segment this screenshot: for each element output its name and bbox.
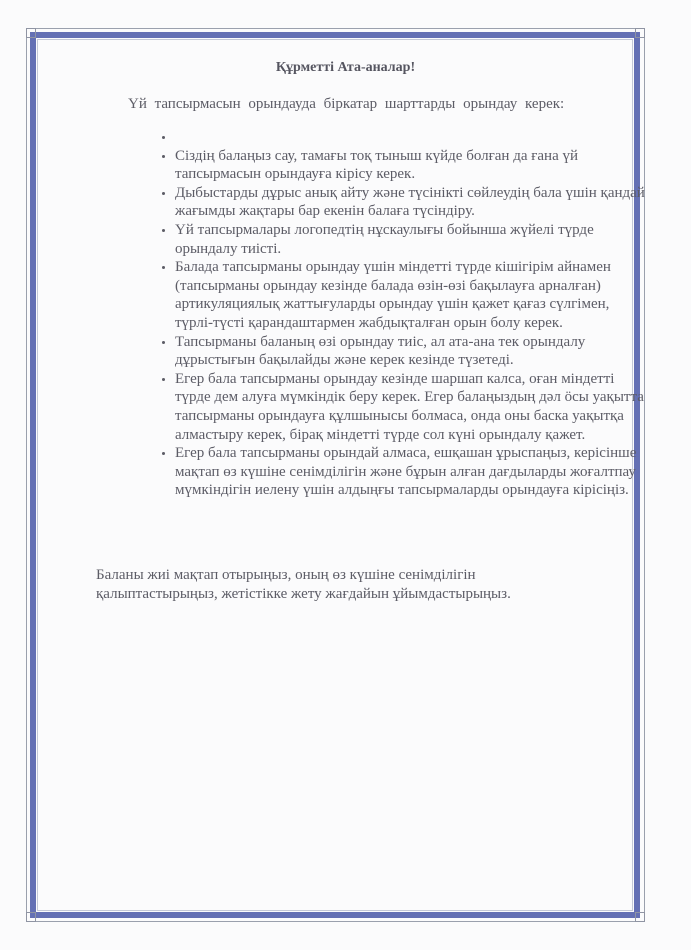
corner-ornament-bottom-right [635, 912, 645, 922]
document-title: Құрметті Ата-аналар! [275, 60, 416, 75]
list-item: • Тапсырманы баланың өзі орындау тиіс, ал ата-ана тек орындалу дұрыстығын бақылайды және керек кезінде түзетеді. [175, 333, 645, 370]
list-item [175, 128, 645, 147]
list-item: • Дыбыстарды дұрыс анық айту және түсінікті сөйлеудің бала үшін қандай жағымды жақтары бар екенін балаға түсіндіру. [175, 184, 645, 221]
list-item: • Егер бала тапсырманы орындай алмаса, ешқашан ұрыспаңыз, керісінше мақтап өз күшіне сенімділігін және бұрын алған дағдыларды жоғалтпау мүмкіндігін иелену үшін алдыңғы тапсырмаларды орындауға кірісіңіз. [175, 444, 645, 500]
list-item: • Үй тапсырмалары логопедтің нұскаулығы бойынша жүйелі түрде орындалу тиісті. [175, 221, 645, 258]
bullet-list [145, 128, 645, 500]
intro-paragraph: Үй тапсырмасын орындауда біркатар шарттарды орындау керек: [128, 96, 565, 112]
list-item: • Сіздің балаңыз сау, тамағы тоқ тыныш күйде болған да ғана үй тапсырмасын орындауға кірісу керек. [175, 147, 645, 184]
corner-ornament-bottom-left [26, 912, 36, 922]
closing-paragraph: Баланы жиі мақтап отырыңыз, оның өз күшіне сенімділігін қалыптастырыңыз, жетістікке жету жағдайын ұйымдастырыңыз. [96, 567, 511, 602]
corner-ornament-top-right [635, 28, 645, 38]
list-item: • Балада тапсырманы орындау үшін міндетті түрде кішігірім айнамен (тапсырманы орындау кезінде балада өзін-өзі бақылауға арналған) артикуляциялық жаттығуларды орындау үшін қажет қағаз сүлгімен, түрлі-түсті қарандаштармен жабдықталған орын болу керек. [175, 258, 645, 332]
corner-ornament-top-left [26, 28, 36, 38]
list-item: • Егер бала тапсырманы орындау кезінде шаршап калса, оған міндетті түрде дем алуға мүмкіндік беру керек. Егер балаңыздың дәл ӧсы уақытта тапсырманы орындауға құлшынысы болмаса, онда оны баска уақытқа алмастыру керек, бірақ міндетті түрде сол күні орындалу қажет. [175, 370, 645, 444]
